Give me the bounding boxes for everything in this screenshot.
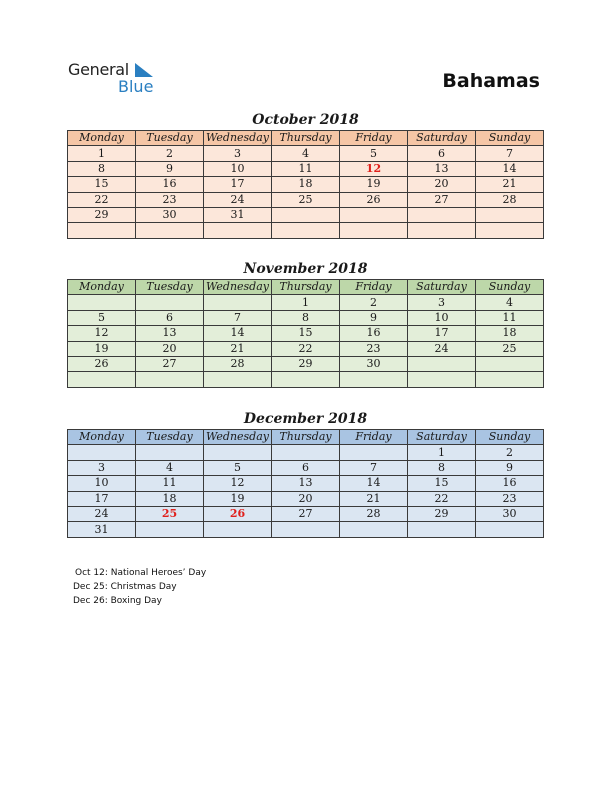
weekday-header-sunday: Sunday xyxy=(476,131,544,146)
day-cell: 1 xyxy=(272,295,340,310)
empty-day-cell xyxy=(476,372,544,387)
empty-day-cell xyxy=(68,295,136,310)
day-cell: 18 xyxy=(136,491,204,506)
empty-day-cell xyxy=(272,207,340,222)
day-cell: 11 xyxy=(476,310,544,325)
calendar-body xyxy=(68,146,544,238)
day-cell: 28 xyxy=(340,506,408,521)
day-cell: 19 xyxy=(68,341,136,356)
day-cell: 13 xyxy=(136,326,204,341)
week-row xyxy=(68,356,544,371)
weekday-header-saturday: Saturday xyxy=(408,131,476,146)
day-cell: 17 xyxy=(408,326,476,341)
day-cell: 2 xyxy=(340,295,408,310)
day-cell: 6 xyxy=(272,460,340,475)
holiday-notes xyxy=(73,566,206,608)
day-cell: 4 xyxy=(272,146,340,161)
month-title: November 2018 xyxy=(243,261,368,277)
week-row xyxy=(68,146,544,161)
calendar-table xyxy=(67,130,544,239)
day-cell: 28 xyxy=(204,356,272,371)
day-cell: 7 xyxy=(476,146,544,161)
empty-day-cell xyxy=(204,445,272,460)
week-row xyxy=(68,207,544,222)
empty-day-cell xyxy=(408,207,476,222)
day-cell: 3 xyxy=(204,146,272,161)
week-row xyxy=(68,476,544,491)
logo-word-general: General xyxy=(68,60,129,79)
empty-day-cell xyxy=(476,356,544,371)
day-cell: 31 xyxy=(68,522,136,537)
day-cell: 29 xyxy=(408,506,476,521)
weekday-header-monday: Monday xyxy=(68,430,136,445)
day-cell: 10 xyxy=(408,310,476,325)
day-cell: 4 xyxy=(476,295,544,310)
day-cell: 11 xyxy=(272,161,340,176)
empty-day-cell xyxy=(136,522,204,537)
calendar-october xyxy=(67,110,544,239)
week-row xyxy=(68,161,544,176)
weekday-header-wednesday: Wednesday xyxy=(204,430,272,445)
day-cell: 16 xyxy=(136,177,204,192)
empty-day-cell xyxy=(272,223,340,238)
day-cell: 8 xyxy=(408,460,476,475)
weekday-header-friday: Friday xyxy=(340,280,408,295)
day-cell: 19 xyxy=(204,491,272,506)
day-cell: 24 xyxy=(204,192,272,207)
day-cell: 13 xyxy=(408,161,476,176)
day-cell: 13 xyxy=(272,476,340,491)
generalblue-logo xyxy=(68,60,168,100)
week-row xyxy=(68,223,544,238)
day-cell: 7 xyxy=(204,310,272,325)
calendar-december xyxy=(67,409,544,538)
empty-day-cell xyxy=(204,295,272,310)
day-cell: 6 xyxy=(136,310,204,325)
day-cell: 30 xyxy=(476,506,544,521)
logo-word-blue: Blue xyxy=(118,77,154,96)
week-row xyxy=(68,506,544,521)
week-row xyxy=(68,445,544,460)
empty-day-cell xyxy=(136,445,204,460)
empty-day-cell xyxy=(204,522,272,537)
day-cell: 25 xyxy=(136,506,204,521)
day-cell: 29 xyxy=(68,207,136,222)
week-row xyxy=(68,177,544,192)
month-title: October 2018 xyxy=(252,112,359,128)
calendar-table xyxy=(67,279,544,388)
day-cell: 15 xyxy=(68,177,136,192)
empty-day-cell xyxy=(340,445,408,460)
weekday-header-saturday: Saturday xyxy=(408,280,476,295)
day-cell: 8 xyxy=(68,161,136,176)
day-cell: 15 xyxy=(408,476,476,491)
day-cell: 3 xyxy=(68,460,136,475)
day-cell: 17 xyxy=(68,491,136,506)
day-cell: 14 xyxy=(476,161,544,176)
day-cell: 31 xyxy=(204,207,272,222)
month-title: December 2018 xyxy=(243,411,368,427)
day-cell: 23 xyxy=(476,491,544,506)
day-cell: 8 xyxy=(272,310,340,325)
day-cell: 27 xyxy=(136,356,204,371)
country-title: Bahamas xyxy=(442,70,540,92)
calendar-november xyxy=(67,259,544,388)
day-cell: 20 xyxy=(136,341,204,356)
empty-day-cell xyxy=(476,522,544,537)
week-row xyxy=(68,341,544,356)
day-cell: 27 xyxy=(272,506,340,521)
day-cell: 29 xyxy=(272,356,340,371)
weekday-header-tuesday: Tuesday xyxy=(136,280,204,295)
day-cell: 30 xyxy=(136,207,204,222)
day-cell: 25 xyxy=(272,192,340,207)
day-cell: 22 xyxy=(68,192,136,207)
day-cell: 28 xyxy=(476,192,544,207)
weekday-header-friday: Friday xyxy=(340,430,408,445)
empty-day-cell xyxy=(136,295,204,310)
weekday-header-thursday: Thursday xyxy=(272,430,340,445)
day-cell: 12 xyxy=(340,161,408,176)
week-row xyxy=(68,491,544,506)
day-cell: 21 xyxy=(204,341,272,356)
holiday-note: Dec 25: Christmas Day xyxy=(73,582,177,592)
weekday-header-wednesday: Wednesday xyxy=(204,131,272,146)
day-cell: 5 xyxy=(68,310,136,325)
week-row xyxy=(68,522,544,537)
day-cell: 11 xyxy=(136,476,204,491)
weekday-header-wednesday: Wednesday xyxy=(204,280,272,295)
empty-day-cell xyxy=(340,522,408,537)
weekday-header-row xyxy=(68,280,544,295)
day-cell: 24 xyxy=(408,341,476,356)
week-row xyxy=(68,326,544,341)
day-cell: 4 xyxy=(136,460,204,475)
day-cell: 2 xyxy=(136,146,204,161)
empty-day-cell xyxy=(408,223,476,238)
day-cell: 16 xyxy=(476,476,544,491)
day-cell: 22 xyxy=(408,491,476,506)
day-cell: 2 xyxy=(476,445,544,460)
day-cell: 14 xyxy=(204,326,272,341)
weekday-header-row xyxy=(68,131,544,146)
weekday-header-row xyxy=(68,430,544,445)
day-cell: 1 xyxy=(68,146,136,161)
day-cell: 30 xyxy=(340,356,408,371)
day-cell: 12 xyxy=(204,476,272,491)
empty-day-cell xyxy=(476,207,544,222)
empty-day-cell xyxy=(136,372,204,387)
day-cell: 25 xyxy=(476,341,544,356)
week-row xyxy=(68,295,544,310)
empty-day-cell xyxy=(272,372,340,387)
holiday-note: Dec 26: Boxing Day xyxy=(73,596,162,606)
empty-day-cell xyxy=(272,522,340,537)
weekday-header-sunday: Sunday xyxy=(476,430,544,445)
day-cell: 20 xyxy=(408,177,476,192)
day-cell: 14 xyxy=(340,476,408,491)
weekday-header-monday: Monday xyxy=(68,280,136,295)
day-cell: 17 xyxy=(204,177,272,192)
logo-triangle-icon xyxy=(135,63,153,77)
calendar-body xyxy=(68,295,544,387)
calendar-table xyxy=(67,429,544,538)
week-row xyxy=(68,192,544,207)
weekday-header-friday: Friday xyxy=(340,131,408,146)
day-cell: 9 xyxy=(476,460,544,475)
week-row xyxy=(68,372,544,387)
day-cell: 22 xyxy=(272,341,340,356)
weekday-header-sunday: Sunday xyxy=(476,280,544,295)
weekday-header-thursday: Thursday xyxy=(272,131,340,146)
day-cell: 24 xyxy=(68,506,136,521)
day-cell: 20 xyxy=(272,491,340,506)
day-cell: 16 xyxy=(340,326,408,341)
day-cell: 9 xyxy=(340,310,408,325)
day-cell: 6 xyxy=(408,146,476,161)
week-row xyxy=(68,460,544,475)
day-cell: 12 xyxy=(68,326,136,341)
empty-day-cell xyxy=(136,223,204,238)
empty-day-cell xyxy=(204,372,272,387)
day-cell: 5 xyxy=(340,146,408,161)
weekday-header-tuesday: Tuesday xyxy=(136,430,204,445)
empty-day-cell xyxy=(340,372,408,387)
empty-day-cell xyxy=(204,223,272,238)
day-cell: 26 xyxy=(68,356,136,371)
week-row xyxy=(68,310,544,325)
holiday-note: Oct 12: National Heroes’ Day xyxy=(75,568,207,578)
day-cell: 23 xyxy=(340,341,408,356)
day-cell: 21 xyxy=(340,491,408,506)
empty-day-cell xyxy=(408,356,476,371)
empty-day-cell xyxy=(408,372,476,387)
day-cell: 5 xyxy=(204,460,272,475)
empty-day-cell xyxy=(68,372,136,387)
day-cell: 18 xyxy=(272,177,340,192)
day-cell: 26 xyxy=(204,506,272,521)
empty-day-cell xyxy=(340,223,408,238)
day-cell: 26 xyxy=(340,192,408,207)
weekday-header-tuesday: Tuesday xyxy=(136,131,204,146)
weekday-header-saturday: Saturday xyxy=(408,430,476,445)
weekday-header-thursday: Thursday xyxy=(272,280,340,295)
day-cell: 15 xyxy=(272,326,340,341)
day-cell: 1 xyxy=(408,445,476,460)
day-cell: 10 xyxy=(204,161,272,176)
empty-day-cell xyxy=(340,207,408,222)
day-cell: 10 xyxy=(68,476,136,491)
empty-day-cell xyxy=(68,445,136,460)
empty-day-cell xyxy=(476,223,544,238)
day-cell: 23 xyxy=(136,192,204,207)
day-cell: 21 xyxy=(476,177,544,192)
empty-day-cell xyxy=(68,223,136,238)
empty-day-cell xyxy=(408,522,476,537)
calendar-body xyxy=(68,445,544,537)
day-cell: 7 xyxy=(340,460,408,475)
empty-day-cell xyxy=(272,445,340,460)
weekday-header-monday: Monday xyxy=(68,131,136,146)
day-cell: 9 xyxy=(136,161,204,176)
day-cell: 18 xyxy=(476,326,544,341)
day-cell: 19 xyxy=(340,177,408,192)
day-cell: 3 xyxy=(408,295,476,310)
day-cell: 27 xyxy=(408,192,476,207)
